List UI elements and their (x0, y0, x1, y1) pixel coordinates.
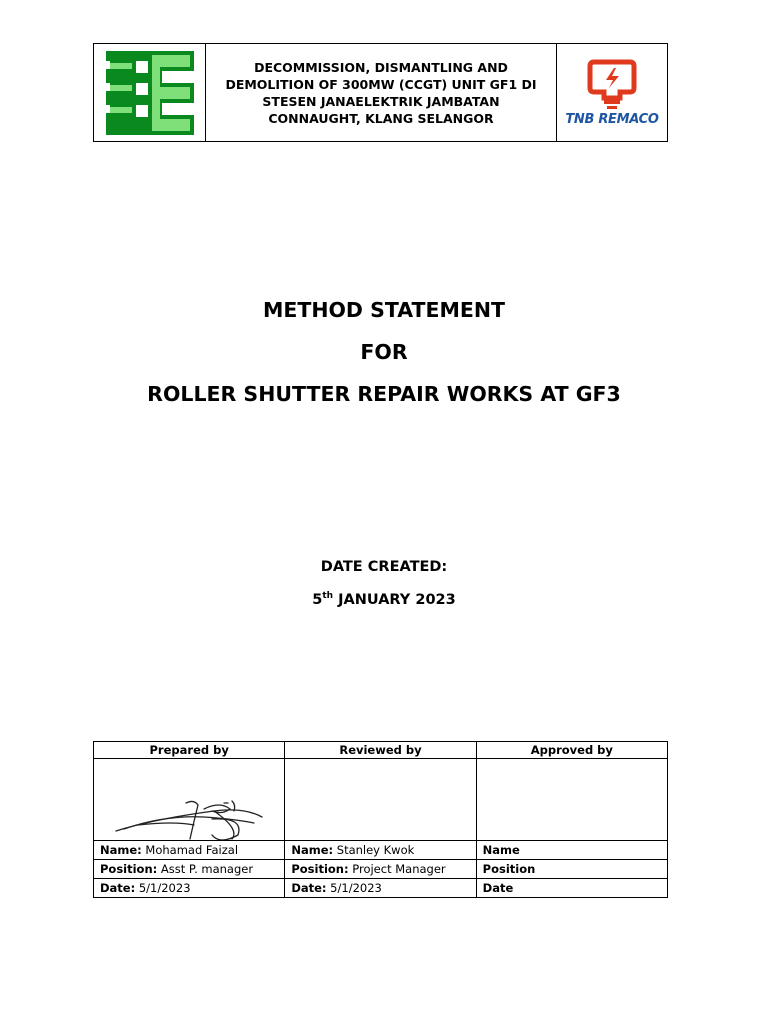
prepared-name: Mohamad Faizal (141, 843, 239, 857)
prepared-name-cell: Name: Mohamad Faizal (94, 841, 285, 860)
prepared-signature-cell (94, 759, 285, 841)
position-row (94, 860, 668, 879)
project-title-line: CONNAUGHT, KLANG SELANGOR (268, 110, 494, 126)
prepared-position-cell: Position: Asst P. manager (94, 860, 285, 879)
project-title-line: STESEN JANAELEKTRIK JAMBATAN (262, 93, 500, 109)
left-logo-cell (94, 44, 206, 141)
date-created-value (0, 591, 768, 608)
approved-name-cell: Name (476, 841, 667, 860)
approved-by-header: Approved by (476, 742, 667, 759)
date-ordinal-suffix: th (322, 591, 334, 601)
project-title-line: DECOMMISSION, DISMANTLING AND (254, 59, 508, 75)
approved-date-cell: Date (476, 879, 667, 898)
handwritten-signature (94, 759, 284, 840)
date-created-label: DATE CREATED: (320, 559, 448, 575)
date-row (94, 879, 668, 898)
right-logo-cell (556, 44, 667, 141)
document-title-line-2: FOR (360, 340, 408, 364)
reviewed-by-header: Reviewed by (285, 742, 476, 759)
reviewed-name: Stanley Kwok (333, 843, 415, 857)
approved-signature-cell (476, 759, 667, 841)
document-title-line-1: METHOD STATEMENT (262, 298, 506, 322)
date-day: 5 (312, 591, 323, 608)
reviewed-date: 5/1/2023 (326, 881, 382, 895)
reviewed-position-cell: Position: Project Manager (285, 860, 476, 879)
project-title-line: DEMOLITION OF 300MW (CCGT) UNIT GF1 DI (225, 76, 537, 92)
prepared-position: Asst P. manager (157, 862, 254, 876)
prepared-date: 5/1/2023 (135, 881, 191, 895)
signature-row (94, 759, 668, 841)
tnb-remaco-bulb-icon (586, 58, 638, 110)
name-row (94, 841, 668, 860)
reviewed-date-cell: Date: 5/1/2023 (285, 879, 476, 898)
document-title-line-3: ROLLER SHUTTER REPAIR WORKS AT GF3 (147, 382, 621, 406)
reviewed-position: Project Manager (348, 862, 446, 876)
prepared-by-header: Prepared by (94, 742, 285, 759)
green-block-logo-icon (104, 49, 196, 137)
project-title-cell (206, 44, 556, 141)
approved-position-cell: Position (476, 860, 667, 879)
signoff-header-row (94, 742, 668, 759)
prepared-date-cell: Date: 5/1/2023 (94, 879, 285, 898)
reviewed-name-cell: Name: Stanley Kwok (285, 841, 476, 860)
signoff-table (93, 741, 668, 898)
date-month-year: JANUARY 2023 (333, 591, 456, 608)
tnb-remaco-logo-text: TNB REMACO (565, 112, 659, 127)
reviewed-signature-cell (285, 759, 476, 841)
document-header (93, 43, 668, 142)
